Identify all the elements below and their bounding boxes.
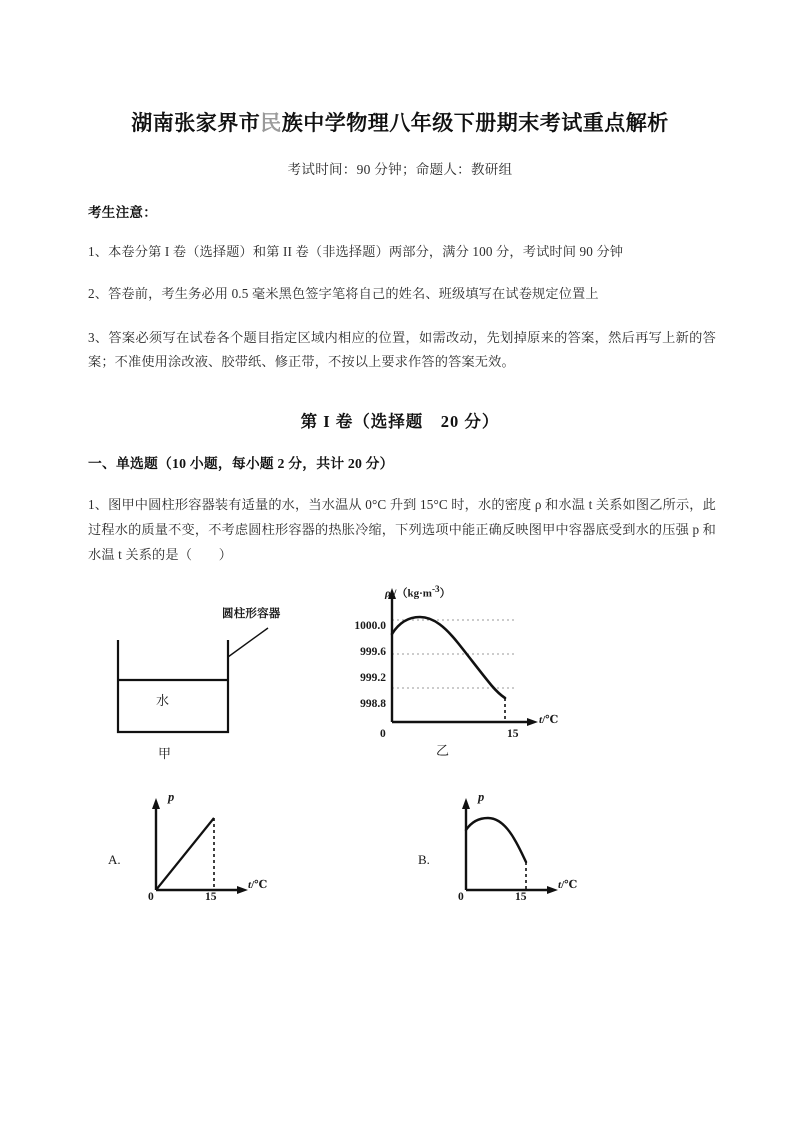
notice-heading: 考生注意： — [88, 205, 157, 220]
callout-label-cylindrical-container: 圆柱形容器 — [222, 608, 281, 620]
x-tick-0: 0 — [380, 728, 386, 740]
section-heading: 第 I 卷（选择题 20 分） — [300, 412, 500, 431]
option-b-y-axis-label: p — [478, 790, 485, 804]
y-axis-arrow-icon — [152, 798, 160, 809]
figure-yi-y-ticks — [330, 620, 386, 724]
option-a-y-axis-label: p — [168, 790, 175, 804]
page-title — [0, 110, 800, 137]
page-title-suffix: 族中学物理八年级下册期末考试重点解析 — [281, 111, 669, 135]
page-title-prefix: 湖南张家界市 — [131, 111, 261, 135]
x-axis-arrow-icon — [527, 718, 538, 726]
question-1-text: 1、图甲中圆柱形容器装有适量的水，当水温从 0°C 升到 15°C 时，水的密度 ρ 和水温 t 关系如图乙所示，此过程水的质量不变，不考虑圆柱形容器的热胀冷缩，下列选项中能正确反映图甲中容器底受到水的压强 p 和水温 t 关系的是（ ） — [88, 497, 716, 562]
option-b[interactable] — [410, 790, 640, 925]
figure-yi-x-axis-label: t/℃ — [539, 714, 559, 726]
notice-item-1: 1、本卷分第 I 卷（选择题）和第 II 卷（非选择题）两部分，满分 100 分，考试时间 90 分钟 — [88, 244, 624, 259]
y-tick-999-6: 999.6 — [360, 646, 386, 658]
notice-item-2: 2、答卷前，考生务必用 0.5 毫米黑色签字笔将自己的姓名、班级填写在试卷规定位置上 — [88, 286, 599, 301]
container-outline-icon — [118, 640, 228, 732]
question-1-figures — [0, 575, 800, 945]
option-b-x-tick-15: 15 — [515, 891, 527, 903]
option-a-plot — [100, 790, 300, 910]
density-curve — [392, 617, 505, 698]
option-a[interactable] — [100, 790, 330, 925]
y-tick-1000-0: 1000.0 — [354, 620, 386, 632]
option-a-x-tick-15: 15 — [205, 891, 217, 903]
notice-item-3: 3、答案必须写在试卷各个题目指定区域内相应的位置，如需改动，先划掉原来的答案，然后再写上新的答案；不准使用涂改液、胶带纸、修正带，不按以上要求作答的答案无效。 — [88, 330, 716, 369]
water-label: 水 — [156, 693, 170, 708]
option-a-x-axis-label: t/℃ — [248, 879, 268, 891]
x-tick-15: 15 — [507, 728, 519, 740]
option-b-plot — [410, 790, 610, 910]
option-a-letter: A. — [108, 852, 121, 867]
x-axis-arrow-icon — [237, 886, 248, 894]
page-title-faded-char: 民 — [260, 111, 282, 135]
y-axis-arrow-icon — [462, 798, 470, 809]
figure-yi-caption: 乙 — [436, 743, 450, 758]
pressure-curve — [466, 818, 526, 862]
option-b-x-tick-0: 0 — [458, 891, 464, 903]
exam-subtitle: 考试时间：90 分钟；命题人：教研组 — [287, 162, 513, 177]
figure-yi-density-temperature-chart — [330, 580, 590, 780]
option-b-letter: B. — [418, 852, 430, 867]
y-tick-999-2: 999.2 — [360, 672, 386, 684]
figure-yi-y-axis-label: ρ $/(kg\cdot m^{-3})$ — [385, 584, 451, 600]
option-b-x-axis-label: t/℃ — [558, 879, 578, 891]
callout-leader-line-icon — [228, 628, 268, 657]
question-group-heading: 一、单选题（10 小题，每小题 2 分，共计 20 分） — [88, 456, 394, 471]
y-tick-998-8: 998.8 — [360, 698, 386, 710]
x-axis-arrow-icon — [547, 886, 558, 894]
option-a-x-tick-0: 0 — [148, 891, 154, 903]
figure-jia-caption: 甲 — [158, 746, 172, 761]
pressure-line — [156, 818, 214, 890]
